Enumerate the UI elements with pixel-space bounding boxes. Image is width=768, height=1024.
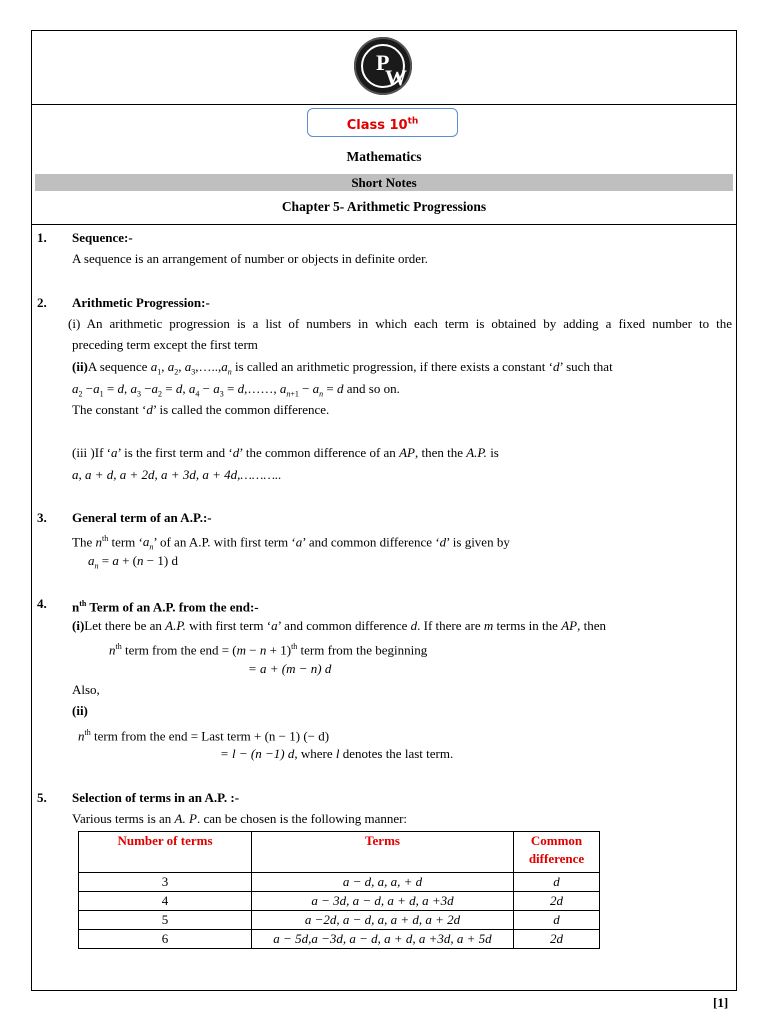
section-2-p3-sequence: a, a + d, a + 2d, a + 3d, a + 4d,……….. bbox=[72, 467, 282, 482]
section-4-i-line3: = a + (m − n) d bbox=[248, 661, 332, 676]
section-4-also: Also, bbox=[72, 682, 100, 697]
section-4-i-line2: $n^{th}$ term from the end = $(m - n + 1)^{th}$ term from the beginning bbox=[109, 642, 428, 658]
logo-row bbox=[32, 31, 736, 105]
cell-difference: 2d bbox=[514, 892, 600, 911]
table-row bbox=[79, 911, 600, 930]
chapter-title: Chapter 5- Arithmetic Progressions bbox=[281, 199, 487, 214]
class-label: Class 10th bbox=[346, 117, 419, 134]
section-4-title: $n^{th}$ Term of an A.P. from the end:- bbox=[72, 599, 259, 615]
class-badge bbox=[307, 108, 458, 137]
cell-terms: a − 5d,a −3d, a − d, a + d, a +3d, a + 5d bbox=[252, 930, 514, 949]
section-4-ii-line1: $n^{th}$ term from the end = Last term + (n − 1) (− d) bbox=[78, 728, 330, 744]
table-row bbox=[79, 930, 600, 949]
section-3-text: The $n^{th}$ term ‘$a_n$’ of an A.P. with first term ‘a’ and common difference ‘d’ is given by bbox=[72, 534, 510, 552]
section-4-ii-line2: = l − (n −1) d, where l denotes the last term. bbox=[220, 746, 454, 761]
page-number: [1] bbox=[713, 995, 729, 1010]
section-2-p3-line1: (iii )If ‘a’ is the first term and ‘d’ the common difference of an AP, then the A.P. is bbox=[72, 445, 499, 460]
cell-difference: 2d bbox=[514, 930, 600, 949]
table-row bbox=[79, 873, 600, 892]
section-2-p2-line2: $a_2 -a_1 = d$, $a_3 -a_2 = d$, $a_4 - a_3$ = d,……, $a_{n+1} - a_n = d$ and so on. bbox=[72, 381, 400, 399]
cell-terms: a − 3d, a − d, a + d, a +3d bbox=[252, 892, 514, 911]
section-2-p1-line2: preceding term except the first term bbox=[72, 337, 258, 352]
pw-logo-icon bbox=[354, 37, 412, 95]
header-common-difference: Common difference bbox=[514, 832, 600, 873]
short-notes-bar: Short Notes bbox=[35, 174, 733, 191]
cell-terms: a −2d, a − d, a, a + d, a + 2d bbox=[252, 911, 514, 930]
section-2-number: 2. bbox=[37, 295, 47, 310]
logo-letter-w: W bbox=[385, 65, 407, 90]
table-row bbox=[79, 892, 600, 911]
section-3-title: General term of an A.P.:- bbox=[72, 510, 212, 525]
section-1-text: A sequence is an arrangement of number or objects in definite order. bbox=[72, 251, 428, 266]
logo-ring bbox=[361, 44, 405, 88]
subject-title: Mathematics bbox=[346, 149, 422, 164]
section-1-number: 1. bbox=[37, 230, 47, 245]
section-5-number: 5. bbox=[37, 790, 47, 805]
cell-difference: d bbox=[514, 873, 600, 892]
cell-count: 5 bbox=[79, 911, 252, 930]
section-4-i-line1: (i)Let there be an A.P. with first term ‘a’ and common difference d. If there are m terms in the AP, then bbox=[72, 618, 606, 633]
section-2-p2-line3: The constant ‘d’ is called the common difference. bbox=[72, 402, 330, 417]
section-4-ii-label: (ii) bbox=[72, 703, 88, 718]
section-3-number: 3. bbox=[37, 510, 47, 525]
page-frame bbox=[31, 30, 737, 991]
section-2-p2-line1: (ii)A sequence $a_1$, $a_2$, $a_3,\dots..,a_n$ is called an arithmetic progression, if there exists a constant ‘d’ such that bbox=[72, 359, 613, 377]
cell-terms: a − d, a, a, + d bbox=[252, 873, 514, 892]
table-header-row bbox=[79, 832, 600, 873]
header bbox=[32, 31, 736, 225]
logo-letter-p: P bbox=[376, 50, 390, 75]
section-4-number: 4. bbox=[37, 596, 47, 611]
section-5-title: Selection of terms in an A.P. :- bbox=[72, 790, 240, 805]
section-2-title: Arithmetic Progression:- bbox=[72, 295, 210, 310]
header-terms: Terms bbox=[252, 832, 514, 873]
section-1-title: Sequence:- bbox=[72, 230, 133, 245]
header-number-of-terms: Number of terms bbox=[79, 832, 252, 873]
terms-table bbox=[78, 831, 600, 949]
cell-count: 3 bbox=[79, 873, 252, 892]
section-5-intro: Various terms is an A. P. can be chosen is the following manner: bbox=[72, 811, 408, 826]
cell-count: 4 bbox=[79, 892, 252, 911]
cell-difference: d bbox=[514, 911, 600, 930]
section-3-formula: $a_n = a + (n - 1)$ d bbox=[88, 553, 178, 571]
section-2-p1-line1: (i) An arithmetic progression is a list of numbers in which each term is obtained by adding a fixed number to the bbox=[68, 316, 732, 331]
cell-count: 6 bbox=[79, 930, 252, 949]
